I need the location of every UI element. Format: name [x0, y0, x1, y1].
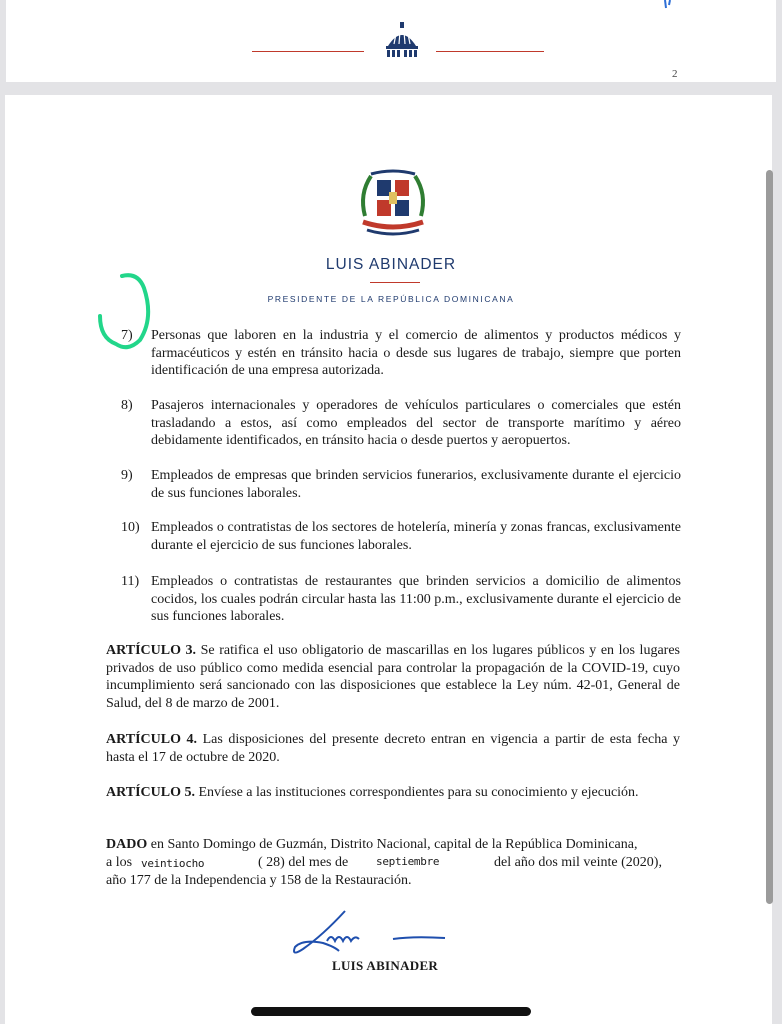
scrollbar[interactable] [766, 170, 773, 904]
list-item [121, 467, 681, 502]
closing-text: año 177 de la Independencia y 158 de la Restauración. [106, 873, 412, 888]
article-4 [106, 731, 680, 766]
item-number: 8) [121, 398, 133, 413]
closing-label: DADO [106, 837, 148, 852]
item-number: 9) [121, 468, 133, 483]
annotation-mark [92, 268, 154, 352]
header-rule [370, 282, 420, 283]
list-item [121, 519, 681, 554]
handwritten-day: veintiocho [141, 857, 205, 870]
header-rule-right [436, 51, 544, 52]
page-number: 2 [672, 68, 678, 80]
coat-of-arms-icon [355, 166, 431, 238]
item-text: Empleados de empresas que brinden servicios funerarios, exclusivamente durante el ejercicio de sus funciones laborales. [151, 468, 681, 501]
list-item [121, 397, 681, 450]
article-text: Envíese a las instituciones correspondientes para su conocimiento y ejecución. [194, 785, 639, 800]
item-number: 11) [121, 574, 140, 589]
article-5 [106, 784, 680, 802]
header-title: PRESIDENTE DE LA REPÚBLICA DOMINICANA [267, 294, 515, 304]
item-text: Empleados o contratistas de restaurantes que brinden servicios a domicilio de alimentos cocidos, los cuales podrán circular hasta las 11:00 p.m., exclusivamente durante el ejercicio de sus funciones laborales. [151, 574, 681, 625]
closing-text: en Santo Domingo de Guzmán, Distrito Nacional, capital de la República Dominicana, [147, 837, 638, 852]
article-3 [106, 642, 680, 713]
article-label: ARTÍCULO 4. [106, 732, 198, 747]
article-label: ARTÍCULO 5. [106, 785, 195, 800]
item-text: Empleados o contratistas de los sectores de hotelería, minería y zonas francas, exclusivamente durante el ejercicio de sus funciones laborales. [151, 520, 681, 553]
home-indicator[interactable] [251, 1007, 531, 1016]
article-text: Se ratifica el uso obligatorio de mascarillas en los lugares públicos y en los lugares privados de uso público como medida esencial para controlar la propagación de la COVID-19, cuyo incumplimiento será sancionado con las disposiciones que establece la Ley núm. 42-01, General de Salud, del 8 de marzo de 2001. [106, 643, 680, 712]
list-item [121, 327, 681, 380]
closing-text: a los [106, 855, 133, 870]
header-name: LUIS ABINADER [325, 256, 457, 273]
header-rule-left [252, 51, 364, 52]
closing-line-3 [106, 872, 680, 890]
pen-mark-icon [662, 0, 678, 10]
item-number: 7) [121, 328, 133, 343]
palace-emblem-icon [380, 22, 424, 58]
item-text: Personas que laboren en la industria y el comercio de alimentos y productos médicos y farmacéuticos y estén en tránsito hacia o desde sus lugares de trabajo, siempre que porten identificación de una empresa autorizada. [151, 328, 681, 379]
article-text: Las disposiciones del presente decreto entran en vigencia a partir de esta fecha y hasta el 17 de octubre de 2020. [106, 732, 680, 765]
handwritten-month: septiembre [376, 855, 440, 868]
item-text: Pasajeros internacionales y operadores de vehículos particulares o comerciales que estén trasladando a estos, así como empleados del sector de transporte marítimo y aéreo debidamente identificados, en tránsito hacia o desde puertos y aeropuertos. [151, 398, 681, 449]
signature-image [283, 905, 453, 963]
article-label: ARTÍCULO 3. [106, 643, 197, 658]
closing-text: ( 28) del mes de [258, 855, 349, 870]
closing-text: del año dos mil veinte (2020), [494, 855, 662, 870]
item-number: 10) [121, 520, 140, 535]
closing-line-1 [106, 836, 680, 854]
signatory-name: LUIS ABINADER [332, 958, 439, 973]
list-item [121, 573, 681, 626]
